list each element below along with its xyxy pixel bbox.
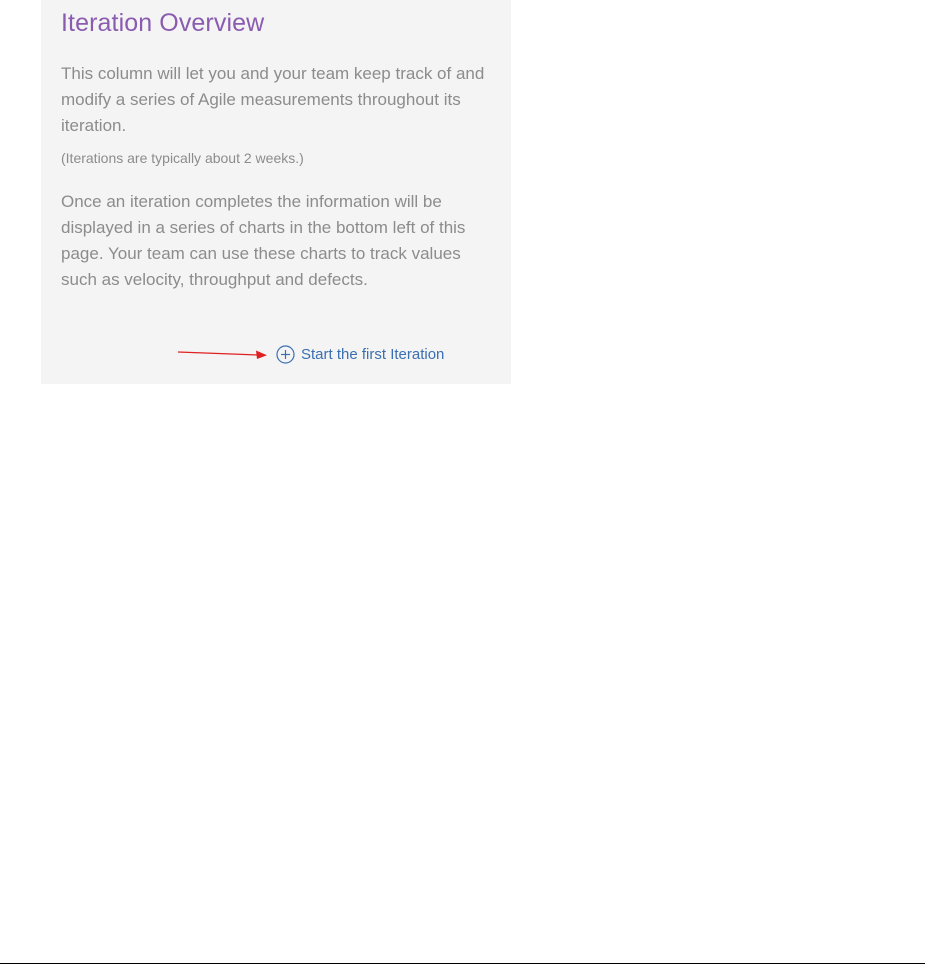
iteration-overview-panel bbox=[41, 0, 511, 384]
panel-title: Iteration Overview bbox=[61, 9, 265, 37]
description-paragraph: This column will let you and your team keep track of and modify a series of Agile measurements throughout its iteration. bbox=[61, 64, 485, 135]
start-first-iteration-link[interactable] bbox=[276, 345, 444, 364]
start-link-label: Start the first Iteration bbox=[301, 346, 445, 363]
charts-info-paragraph: Once an iteration completes the information will be displayed in a series of charts in the bottom left of this page. Your team can use these charts to track values such as velocity, throughput and defects. bbox=[61, 192, 466, 289]
iteration-length-note: (Iterations are typically about 2 weeks.) bbox=[61, 150, 304, 166]
red-arrow-icon bbox=[178, 347, 268, 361]
page-footer-divider bbox=[0, 963, 925, 964]
plus-circle-icon bbox=[276, 345, 295, 364]
